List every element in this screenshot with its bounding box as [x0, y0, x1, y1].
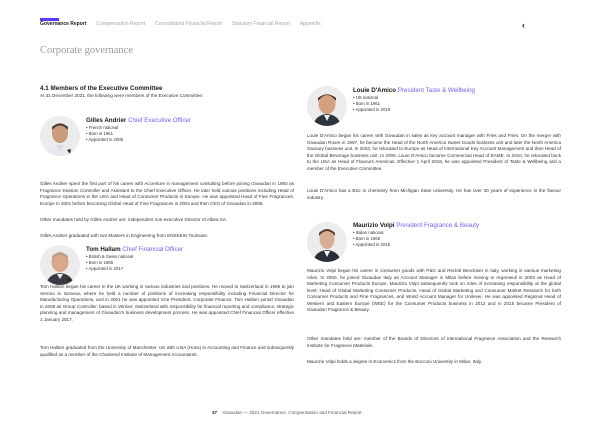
fact-appointed: • Appointed in 2015: [353, 242, 479, 248]
photo-gilles-andrier: [40, 116, 80, 156]
member-name: Gilles Andrier: [86, 117, 127, 124]
member-role: President Taste & Wellbeing: [397, 87, 475, 94]
fact-born: • Born in 1961: [353, 101, 475, 107]
education-paragraph: Gilles Andrier graduated with two Masters in Engineering from ENSEEIH Toulouse.: [40, 233, 209, 238]
portrait-icon: [40, 245, 80, 285]
section-intro: At 31 December 2021, the following were members of the Executive Committee:: [40, 93, 204, 98]
page-number: 37: [212, 410, 218, 415]
member-header-maurizio-volpi: [353, 222, 479, 248]
footer-text: Givaudan — 2021 Governance, Compensation and Financial Report: [222, 410, 362, 415]
mandates-paragraph: Other mandates held are: member of the Boards of Directors of International Fragrance Association and the Research Institute for Fragrance Materials.: [307, 336, 561, 348]
fact-nationality: • Italian national: [353, 230, 479, 236]
member-facts: [353, 95, 475, 113]
member-facts: [353, 230, 479, 248]
fact-appointed: • Appointed in 2017: [86, 266, 183, 272]
photo-maurizio-volpi: [307, 222, 347, 262]
page-title: Corporate governance: [40, 45, 133, 56]
member-name: Maurizio Volpi: [353, 222, 395, 229]
mandates-paragraph: Other mandates held by Gilles Andrier are: independent non-executive Director of Albea SA.: [40, 217, 228, 222]
member-header-tom-hallam: [86, 246, 183, 272]
nav-appendix[interactable]: Appendix: [299, 21, 321, 27]
nav-consolidated-financial-report[interactable]: Consolidated Financial Report: [155, 21, 223, 27]
member-facts: [86, 254, 183, 272]
member-header-gilles-andrier: [86, 117, 191, 143]
member-header-louie-damico: [353, 87, 475, 113]
education-paragraph: Louie D'Amico has a BSc in chemistry from Michigan State University. He has over 30 years of experience in the flavour industry.: [307, 188, 561, 200]
member-name: Tom Hallam: [86, 246, 121, 253]
fact-born: • Born in 1961: [86, 131, 191, 137]
member-role: Chief Financial Officer: [122, 246, 184, 253]
fact-nationality: • US national: [353, 95, 475, 101]
fact-appointed: • Appointed in 2018: [353, 107, 475, 113]
nav-statutory-financial-report[interactable]: Statutory Financial Report: [232, 21, 290, 27]
section-heading: 4.1 Members of the Executive Committee: [40, 85, 163, 92]
education-paragraph: Maurizio Volpi holds a degree in Economics from the Bocconi University in Milan, Italy.: [307, 359, 483, 364]
bio-paragraph: Tom Hallam began his career in the UK working in various industries and positions. He moved to Switzerland in 1996 to join Serono in Geneva, where he held a number of positions of increasing responsibility including Financial Director for Manufacturing Operations, and in 2001 he was appointed Vice President, Corporate Finance. Tom Hallam joined Givaudan in 2008 as Group Controller, based in Vernier, Switzerland with responsibility for financial reporting and compliance, strategic planning and management of Givaudan's business development process. He was appointed Chief Financial Officer effective 1 January 2017.: [40, 284, 294, 322]
education-paragraph: Tom Hallam graduated from the University of Manchester, UK with a BA (Hons) in Accounting and Finance and subsequently qualified as a member of the Chartered Institute of Management Accountants.: [40, 345, 294, 357]
photo-tom-hallam: [40, 245, 80, 285]
bio-paragraph: Gilles Andrier spent the first part of his career with Accenture in management consulting before joining Givaudan in 1993 as Fragrance Division Controller and Assistant to the Chief Executive Officer. He later held various positions including Head of Fragrance Operations in the USA and Head of Consumer Products in Europe. He was appointed Head of Fine Fragrances, Europe in 2001 before becoming Global Head of Fine Fragrances in 2003 and then CEO of Givaudan in 2005.: [40, 181, 294, 206]
back-chevron-icon[interactable]: ‹: [522, 20, 525, 30]
fact-born: • Born in 1969: [353, 236, 479, 242]
member-role: Chief Executive Officer: [128, 117, 191, 124]
fact-born: • Born in 1966: [86, 260, 183, 266]
page-footer: [212, 410, 362, 415]
member-name: Louie D'Amico: [353, 87, 397, 94]
nav-compensation-report[interactable]: Compensation Report: [96, 21, 146, 27]
photo-louie-damico: [307, 86, 347, 126]
top-nav: [40, 21, 321, 27]
active-tab-indicator: [40, 18, 59, 21]
member-facts: [86, 125, 191, 143]
fact-nationality: • British & Swiss national: [86, 254, 183, 260]
section-header: [40, 85, 294, 100]
nav-governance-report[interactable]: Governance Report: [40, 21, 87, 27]
fact-appointed: • Appointed in 2005: [86, 137, 191, 143]
bio-paragraph: Louie D'Amico began his career with Givaudan in sales as key account manager with Fries and Fries. On the merger with Givaudan Roure in 1997, he became the Head of the North America Sweet Goods business unit and later the North America Savoury business unit. In 2003, he relocated to Europe as Head of International Key Account Management and then Head of the Global Beverage business unit. In 2006, Louie D'Amico became Commercial Head of EAME. In 2010, he relocated back to the USA as Head of Flavours Americas. Effective 1 April 2018, he was appointed President of Taste & Wellbeing and a member of the Executive Committee.: [307, 133, 561, 171]
bio-paragraph: Maurizio Volpi began his career in consumer goods with P&G and Reckitt Benckiser in Italy, working in various marketing roles. In 2000, he joined Givaudan Italy as Account Manager in Milan before moving to Argenteuil in 2003 as Head of Marketing Consumer Products Europe. Maurizio Volpi subsequently took on roles of increasing responsibility at the global level: Head of Global Marketing Consumer Products, Head of Global Marketing and Consumer Market Research for both Consumer Products and Fine Fragrances, and World Account Manager for Unilever. He was appointed Regional Head of Western and Eastern Europe (WEE) for the Consumer Products business in 2012 and in 2015 became President of Givaudan Fragrance & Beauty.: [307, 268, 561, 313]
portrait-icon: [307, 222, 347, 262]
member-role: President Fragrance & Beauty: [396, 222, 480, 229]
fact-nationality: • French national: [86, 125, 191, 131]
portrait-icon: [40, 116, 80, 156]
portrait-icon: [307, 86, 347, 126]
